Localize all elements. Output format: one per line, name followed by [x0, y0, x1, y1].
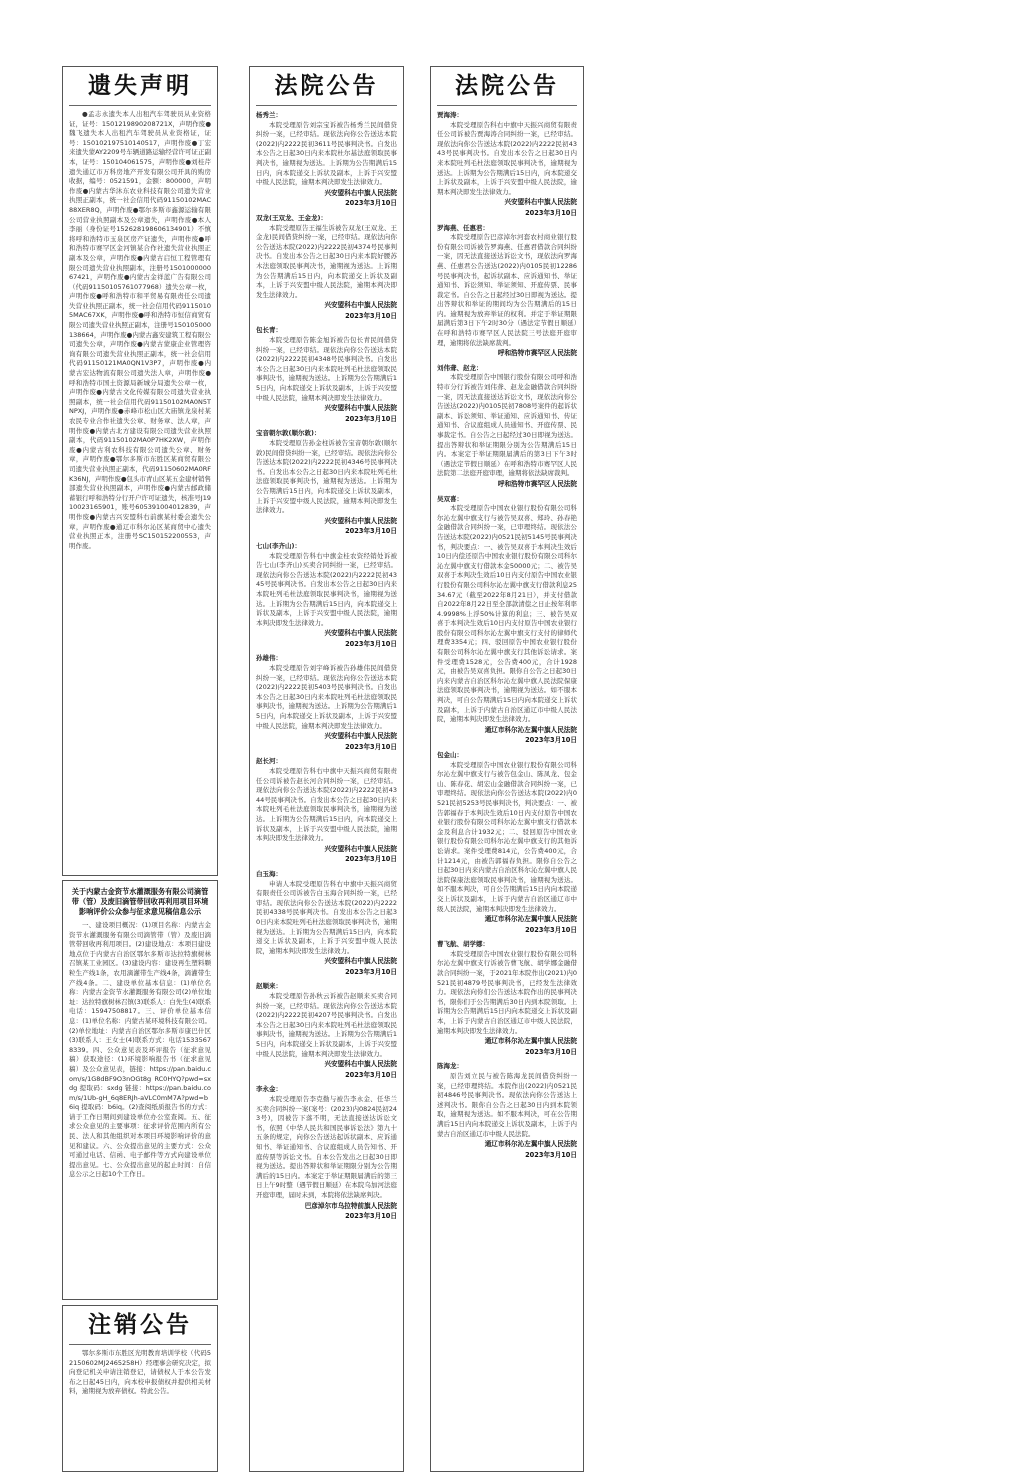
court-notice-item [437, 751, 577, 935]
notice-date: 2023年3月10日 [345, 967, 397, 976]
court-name: 呼和浩特市赛罕区人民法院 [497, 349, 577, 358]
notice-date: 2023年3月10日 [345, 1212, 397, 1221]
cancellation-notice-title: 注销公告 [88, 1311, 192, 1338]
notice-recipient: 包金山： [437, 751, 463, 759]
notice-body: 本院受理原告陈金旭诉被告包长青民间借贷纠纷一案，已经审结。现依法向你公告送达本院(2022)内2222民初4348号民事判决书。自发出本公告之日起30日内来本院吐列毛杜法庭领取民事判决书，逾期视为送达。上诉期为公告期满后15日内，向本院递交上诉状及副本，上诉于兴安盟中级人民法院，逾期本判决即发生法律效力。 [256, 336, 397, 402]
notice-date: 2023年3月10日 [525, 1047, 577, 1056]
court-notice-list [431, 111, 583, 1160]
court-notice-item [256, 870, 397, 978]
court-notice-item [256, 1085, 397, 1221]
court-notice-item [256, 429, 397, 537]
notice-body: 本院受理原告刘宗宝诉被告杨秀兰民间借贷纠纷一案，已经审结。现依法向你公告送达本院(2022)内2222民初3611号民事判决书。自发出本公告之日起30日内来本院杜尔基法庭领取民事判决书，逾期视为送达。上诉期为公告期满后15日内，向本院递交上诉状及副本，上诉于兴安盟中级人民法院，逾期本判决即发生法律效力。 [256, 120, 397, 187]
court-name: 呼和浩特市赛罕区人民法院 [497, 479, 577, 488]
court-notice-item [437, 364, 577, 490]
court-notice-item [437, 111, 577, 219]
court-notice-column-2 [430, 66, 584, 1472]
notice-body: 本院受理原告中国银行股份有限公司呼和浩特市分行诉被告刘伟聋、赵龙金融借款合同纠纷一案，因无法直接送达诉讼文书，现依法向你公告送达(2022)内0105民初7808号案件的起诉状副本、诉讼须知、举证通知、应诉通知书、传证通知书、合议庭组成人员通知书、开庭传票、民事裁定书。自公告之日起经过30日即视为送达。提出答辩状和举证期限分别为公告期满后15日内。本案定于举证期限届满后的第3日下午3时（遇法定节假日顺延）在呼和浩特市赛罕区人民法院第二法庭开庭审理，逾期将依法缺席裁判。 [437, 373, 577, 478]
notice-date: 2023年3月10日 [345, 199, 397, 208]
court-name: 通辽市科尔沁左翼中旗人民法院 [484, 915, 577, 924]
notice-date: 2023年3月10日 [525, 925, 577, 934]
cancellation-notice-body: 鄂尔多斯市东胜区光明教育培训学校（代码52150602MJ2465258H）经理事会研究决定，拟向登记机关申请注销登记，请债权人于本公告发布之日起45日内，向本校申报债权并提供相关材料，逾期视为放弃债权。特此公告。 [69, 1349, 211, 1396]
court-name: 通辽市科尔沁左翼中旗人民法院 [484, 725, 577, 734]
eia-notice-box [62, 880, 218, 1300]
divider [437, 105, 577, 106]
notice-body: 原告刘立民与被告陈海龙民间借贷纠纷一案，已经审理终结。本院作出(2022)内0521民初4846号民事判决书。现依法向你公告送达上述判决书。限你自公告之日起30日内到本院领取，逾期视为送达。如不服本判决，可在公告期满后15日内向本院递交上诉状及副本，上诉于内蒙古自治区通辽市中级人民法院。 [437, 1072, 577, 1138]
notice-date: 2023年3月10日 [345, 527, 397, 536]
court-notice-item [437, 940, 577, 1057]
court-notice-item [256, 214, 397, 322]
notice-recipient: 赵长河： [256, 757, 282, 766]
lost-notice-box [62, 66, 218, 876]
notice-body: 本院受理原告中国农业银行股份有限公司科尔沁左翼中旗支行诉被告曹飞航、胡学娜金融借款合同纠纷一案，于2021年本院作出(2021)内0521民初4879号民事判决书，已经发生法律效力。现依法向你们公告送达本院作出的民事判决书，限你们于公告期满后30日内到本院领取。上诉期为公告期满后15日内向本院递交上诉状及副本，上诉于内蒙古自治区通辽市中级人民法院，逾期本判决即发生法律效力。 [437, 949, 577, 1035]
notice-body: 本院受理原告科右中旗中天振兴商贸有限责任公司诉被告贾海涛合同纠纷一案，已经审结。现依法向你公告送达本院(2022)内2222民初4343号民事判决书。自发出本公告之日起30日内来本院吐列毛杜法庭领取民事判决书，逾期视为送达。上诉期为公告期满后15日内，向本院递交上诉状及副本，上诉于兴安盟中级人民法院，逾期本判决即发生法律效力。 [437, 120, 577, 196]
notice-recipient: 贾海涛： [437, 111, 463, 119]
notice-body: 申请人本院受理原告科右中旗中天振兴商贸有限责任公司诉被告白玉海合同纠纷一案，已经审结。现依法向你公告送达本院(2022)内2222民初4338号民事判决书。自发出本公告之日起30日内来本院吐列毛杜法庭领取民事判决书，逾期视为送达。上诉期为公告期满后15日内，向本院递交上诉状及副本，上诉于兴安盟中级人民法院，逾期本判决即发生法律效力。 [256, 879, 397, 955]
court-name: 兴安盟科右中旗人民法院 [324, 732, 397, 741]
notice-date: 2023年3月10日 [345, 414, 397, 423]
court-notice-title: 法院公告 [455, 72, 559, 99]
notice-body: 本院受理原告中国农业银行股份有限公司科尔沁左翼中旗支行与被告吴双喜、郑玲、孙春艳金融借款合同纠纷一案，已审理终结。现依法公告送达本院(2022)内0521民初5145号民事判决书，判决要点：一、被告吴双喜于本判决生效后10日内偿还原告中国农业银行股份有限公司科尔沁左翼中旗支行借款本金50000元；二、被告吴双喜于本判决生效后10日内支付原告中国农业银行股份有限公司科尔沁左翼中旗支行借款利息2534.67元（截至2022年8月21日），并支付借款自2022年8月22日至全部款清偿之日止按年利率4.9998%上浮50%计算的利息；三、被告吴双喜于本判决生效后10日内支付原告中国农业银行股份有限公司科尔沁左翼中旗支行支付的律师代理费3354元；四、驳回原告中国农业银行股份有限公司科尔沁左翼中旗支行其他诉讼请求。案件受理费1528元，公告费400元，合计1928元，由被告吴双喜负担。限你自公告之日起30日内来内蒙古自治区科尔沁左翼中旗人民法院保康法庭领取民事判决书，逾期视为送达。如不服本判决，可自公告期满后15日内向本院递交上诉状及副本，上诉于内蒙古自治区通辽市中级人民法院，逾期本判决即发生法律效力。 [437, 504, 577, 724]
court-name: 兴安盟科右中旗人民法院 [324, 516, 397, 525]
court-notice-item [256, 111, 397, 209]
court-name: 通辽市科尔沁左翼中旗人民法院 [484, 1140, 577, 1149]
notice-date: 2023年3月10日 [525, 1150, 577, 1159]
cancellation-notice-box [62, 1305, 218, 1472]
court-notice-column-1 [249, 66, 404, 1472]
court-name: 兴安盟科右中旗人民法院 [324, 301, 397, 310]
notice-recipient: 吴双喜： [437, 494, 463, 503]
notice-recipient: 双龙(王双龙、王金龙)： [256, 213, 327, 222]
notice-recipient: 赵顺来： [256, 982, 282, 991]
notice-date: 2023年3月10日 [345, 742, 397, 751]
eia-notice-title: 关于内蒙古金资节水灌溉服务有限公司滴管带（管）及废旧滴管带回收再利用项目环境影响评价公众参与征求意见稿信息公示 [71, 887, 209, 916]
court-name: 兴安盟科右中旗人民法院 [324, 957, 397, 966]
court-name: 兴安盟科右中旗人民法院 [324, 1060, 397, 1069]
court-name: 兴安盟科右中旗人民法院 [504, 198, 577, 207]
notice-body: 本院受理原告科右中旗金桂农资经销处诉被告七山(李齐山)买卖合同纠纷一案，已经审结。现依法向你公告送达本院(2022)内2222民初4345号民事判决书。自发出本公告之日起30日内来本院吐列毛杜法庭领取民事判决书，逾期视为送达。上诉期为公告期满后15日内，向本院递交上诉状及副本，上诉于兴安盟中级人民法院，逾期本判决即发生法律效力。 [256, 551, 397, 627]
notice-body: 本院受理原告中国农业银行股份有限公司科尔沁左翼中旗支行与被告包金山、陈凤龙、包金山、陈春花、胡宏山金融借款合同纠纷一案，已审理终结。现依法向你公告送达本院(2022)内0521民初5253号民事判决书，判决要点：一、被告郭福春于本判决生效后10日内支付原告中国农业银行股份有限公司科尔沁左翼中旗支行借款本金及利息合计1932元；二、驳回原告中国农业银行股份有限公司科尔沁左翼中旗支行的其他诉讼请求。案件受理费814元，公告费400元，合计1214元，由被告郭福春负担。限你自公告之日起30日内来内蒙古自治区科尔沁左翼中旗人民法院保康法庭领取民事判决书，逾期视为送达。如不服本判决，可自公告期满后15日内向本院递交上诉状及副本，上诉于内蒙古自治区通辽市中级人民法院，逾期本判决即发生法律效力。 [437, 760, 577, 913]
notice-date: 2023年3月10日 [345, 311, 397, 320]
notice-recipient: 杨秀兰： [256, 111, 282, 119]
court-notice-item [256, 326, 397, 424]
notice-body: 本院受理原告刘宇峰诉被告孙雄伟民间借贷纠纷一案，已经审结。现依法向你公告送达本院(2022)内2222民初5403号民事判决书。自发出本公告之日起30日内来本院吐列毛杜法庭领取民事判决书，逾期视为送达。上诉期为公告期满后15日内，向本院递交上诉状及副本，上诉于兴安盟中级人民法院，逾期本判决即发生法律效力。 [256, 664, 397, 730]
court-name: 兴安盟科右中旗人民法院 [324, 404, 397, 413]
eia-notice-body: 一、建设项目概况：(1)项目名称：内蒙古金资节水灌溉服务有限公司滴管带（管）及废旧滴管带回收再利用项目。(2)建设地点：本项目建设地点位于内蒙古自治区鄂尔多斯市达拉特旗树林召镇某工业园区。(3)建设内容：建设再生塑料颗粒生产线1条，农用滴灌带生产线4条，滴灌带生产线4条。二、建设单位基本信息：(1)单位名称：内蒙古金资节水灌溉服务有限公司(2)单位地址：达拉特旗树林召镇(3)联系人：白先生(4)联系电话：15947508817。三、评价单位基本信息：(1)单位名称：内蒙古某环境科技有限公司。(2)单位地址：内蒙古自治区鄂尔多斯市康巴什区(3)联系人：王女士(4)联系方式：电话15335678339。四、公众意见表及环评报告（征求意见稿）获取途径：(1)环境影响报告书（征求意见稿）及公众意见表，链接：https://pan.baidu.com/s/1G8dBF9O3nOGt8g RC0HYQ?pwd=sxdg 提取码：sxdg 链接：https://pan.baidu.com/s/1Ub-gH_6q8ERJh-aVLC0mM7A?pwd=b6iq 提取码：b6iq。(2)查阅纸质报告书的方式：请于工作日期间到建设单位办公室查阅。五、征求公众意见的主要事项：征求评价范围内所有公民、法人和其他组织对本项目环境影响评价的意见和建议。六、公众提出意见的主要方式：公众可通过电话、信函、电子邮件等方式向建设单位提出意见。七、公众提出意见的起止时间：自信息公示之日起10个工作日。 [69, 921, 211, 1179]
divider [256, 105, 397, 106]
divider [69, 105, 211, 106]
court-notice-item [437, 224, 577, 359]
notice-recipient: 陈海龙： [437, 1062, 463, 1071]
notice-date: 2023年3月10日 [345, 1070, 397, 1079]
lost-notice-body: ●孟志永遗失本人出租汽车驾驶员从业资格证，证号：1501219890208721X，声明作废●魏飞遗失本人出租汽车驾驶员从业资格证，证号：150102197510140517，声明作废●丁宏来遗失蒙AY2209号车辆道路运输经营许可证正副本，证号：150104061575，声明作废●刘桂芹遗失通辽市万科房地产开发有限公司开具的购房收据，编号：0521591，金额：800000，声明作废●内蒙古华沐东农业科技有限公司遗失营业执照正副本，统一社会信用代码91150102MAC88XER8Q，声明作废●鄂尔多斯市鑫源运输有限公司营业执照副本及公章遗失，声明作废●本人李丽（身份证号152628198606134901）不慎将呼和浩特市玉泉区房产证遗失，声明作废●呼和浩特市赛罕区金河镇某合作社遗失营业执照正副本及公章，声明作废●内蒙古启恒工程管理有限公司遗失营业执照副本，注册号150100000067421，声明作废●内蒙古金祥蓝广告有限公司（代码91150105761077968）遗失公章一枚，声明作废●呼和浩特市和平贸易有限责任公司遗失营业执照正副本，统一社会信用代码91150105MAC67XK，声明作废●呼和浩特市恒信商贸有限公司遗失营业执照正副本，注册号150105000138664，声明作废●内蒙古鑫安建筑工程有限公司遗失公章，声明作废●内蒙古蒙康企业管理咨询有限公司遗失营业执照正副本，统一社会信用代码91150121MA0QN1V3P7，声明作废●内蒙古宏达物流有限公司遗失法人章，声明作废●呼和浩特市国土资源局新城分局遗失公章一枚，声明作废●内蒙古文化传媒有限公司遗失营业执照副本，统一社会信用代码91150102MA0N5TNPXJ，声明作废●赤峰市松山区大庙镇龙泉村某农民专业合作社遗失公章、财务章、法人章，声明作废●内蒙古北方建设有限公司遗失营业执照副本，代码91150102MA0P7HK2XW，声明作废●内蒙古利农科技有限公司遗失公章、财务章，声明作废●鄂尔多斯市东胜区某商贸有限公司遗失营业执照正副本，代码91150602MA0RFK36NJ，声明作废●包头市青山区某五金建材销售部遗失营业执照副本，声明作废●内蒙古邮政储蓄银行呼和浩特分行开户许可证遗失，核准号J1910023165901，账号605391004012839，声明作废●内蒙古兴安盟科右前旗某村委会遗失公章，声明作废●通辽市科尔沁区某商贸中心遗失营业执照正本，注册号SC150152200553，声明作废。 [69, 110, 211, 550]
notice-body: 本院受理原告孙秋云诉被告赵顺来买卖合同纠纷一案，已经审结。现依法向你公告送达本院(2022)内2222民初4207号民事判决书。自发出本公告之日起30日内来本院吐列毛杜法庭领取民事判决书，逾期视为送达。上诉期为公告期满后15日内，向本院递交上诉状及副本，上诉于兴安盟中级人民法院，逾期本判决即发生法律效力。 [256, 992, 397, 1058]
court-notice-title: 法院公告 [274, 72, 379, 99]
notice-body: 本院受理原告巴彦淖尔河套农村商业银行股份有限公司诉被告罗海燕、任惠君借款合同纠纷一案，因无法直接送达诉讼文书，现依法向罗海燕、任惠君公告送达(2022)内0105民初12286号民事判决书，起诉状副本、应诉通知书、举证通知书、诉讼须知、举证须知、开庭传票、民事裁定书。自公告之日起经过30日即视为送达。提出答辩状和举证的期间均为公告期满后的15日内。逾期视为放弃举证的权利。并定于举证期限届满后第3日下午2时30分（遇法定节假日顺延）在呼和浩特市赛罕区人民法院三号法庭开庭审理，逾期将依法缺席裁判。 [437, 233, 577, 347]
notice-date: 2023年3月10日 [525, 208, 577, 217]
notice-recipient: 刘伟聋、赵龙： [437, 363, 483, 372]
notice-recipient: 李永金： [256, 1085, 282, 1094]
notice-recipient: 罗海燕、任惠君： [437, 223, 489, 232]
lost-notice-title: 遗失声明 [88, 72, 192, 99]
notice-body: 本院受理原告孙金柱诉被告宝音朝尔敦(顺尔敦)民间借贷纠纷一案，已经审结。现依法向你公告送达本院(2022)内2222民初4346号民事判决书。自发出本公告之日起30日内来本院吐列毛杜法庭领取民事判决书，逾期视为送达。上诉期为公告期满后15日内，向本院递交上诉状及副本，上诉于兴安盟中级人民法院，逾期本判决即发生法律效力。 [256, 439, 397, 515]
notice-date: 2023年3月10日 [525, 736, 577, 745]
notice-body: 本院受理原告王福生诉被告双龙(王双龙、王金龙)民间借贷纠纷一案，已经审结。现依法向你公告送达本院(2022)内2222民初4374号民事判决书。自发出本公告之日起30日内来本院好腰苏木法庭领取民事判决书，逾期视为送达。上诉期为公告期满后15日内，向本院递交上诉状及副本，上诉于兴安盟中级人民法院，逾期本判决即发生法律效力。 [256, 223, 397, 299]
notice-recipient: 曹飞航、胡学娜： [437, 940, 489, 949]
court-notice-item [256, 542, 397, 650]
court-notice-list [250, 111, 403, 1222]
court-notice-item [256, 982, 397, 1080]
notice-recipient: 宝音朝尔敦(顺尔敦)： [256, 429, 321, 438]
notice-date: 2023年3月10日 [345, 855, 397, 864]
notice-date: 2023年3月10日 [345, 639, 397, 648]
notice-body: 本院受理原告科右中旗中天振兴商贸有限责任公司诉被告赵长河合同纠纷一案，已经审结。现依法向你公告送达本院(2022)内2222民初4344号民事判决书。自发出本公告之日起30日内来本院吐列毛杜法庭领取民事判决书，逾期视为送达。上诉期为公告期满后15日内，向本院递交上诉状及副本，上诉于兴安盟中级人民法院，逾期本判决即发生法律效力。 [256, 767, 397, 843]
court-notice-item [437, 495, 577, 746]
notice-recipient: 孙雄伟： [256, 654, 282, 663]
court-name: 兴安盟科右中旗人民法院 [324, 188, 397, 197]
notice-recipient: 包长青： [256, 326, 282, 335]
court-notice-item [256, 757, 397, 865]
court-notice-item [437, 1062, 577, 1160]
divider [69, 1344, 211, 1345]
court-name: 兴安盟科右中旗人民法院 [324, 844, 397, 853]
court-name: 通辽市科尔沁左翼中旗人民法院 [484, 1037, 577, 1046]
court-name: 巴彦淖尔市乌拉特前旗人民法院 [304, 1201, 397, 1210]
notice-recipient: 七山(李齐山)： [256, 541, 301, 550]
notice-recipient: 白玉海： [256, 869, 282, 878]
court-notice-item [256, 654, 397, 752]
notice-body: 本院受理原告李克勤与被告李永金、任华兰买卖合同纠纷一案(案号：(2023)内0824民初243号)，因被告下落不明，无法直接送达诉讼文书，依照《中华人民共和国民事诉讼法》第九十五条的规定，向你公告送达起诉状副本、应诉通知书、举证通知书、合议庭组成人员告知书、开庭传票等诉讼文书。自本公告发出之日起30日即视为送达。提出答辩状和举证期限分别为公告期满后的15日内。本案定于举证期限届满后的第三日上午9时整（遇节假日顺延）在本院乌加河法庭开庭审理，届时未到，本院将依法缺席判决。 [256, 1095, 397, 1199]
court-name: 兴安盟科右中旗人民法院 [324, 629, 397, 638]
